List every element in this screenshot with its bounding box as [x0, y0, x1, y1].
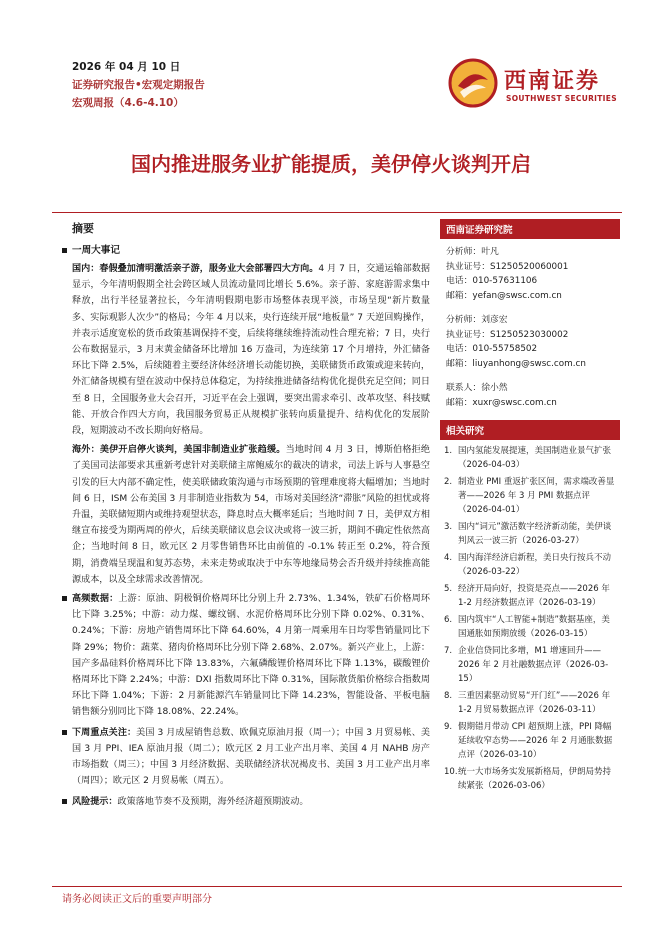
contact-email[interactable]: 邮箱：xuxr@swsc.com.cn [446, 397, 557, 408]
related-item[interactable]: 7. 企业信贷同比多增，M1 增速回升——2026 年 2 月社融数据点评（2026-03-15） [444, 646, 609, 684]
next-week-text: 美国 3 月成屋销售总数、欧佩克原油月报（周一）；中国 3 月贸易帐、美国 3 月 PPI、IEA 原油月报（周二）；欧元区 2 月工业产出月率、美国 4 月 NAHB 房产市场指数（周三）；中国 3 月经济数据、美联储经济状况褐皮书、美国 3 月工业产出月率（周四）；欧元区 2 月贸易帐（周五）。 [72, 727, 430, 787]
overseas-text: 当地时间 4 月 3 日，博斯伯格拒绝了美国司法部要求其重新考虑针对美联储主席鲍威尔的裁决的请求，司法上诉与人事悬空引发的巨大内部不确定性，使美联储政策沟通与市场预期的管理难度将大幅增加；当地时间 6 日，ISM 公布美国 3 月非制造业指数为 54，市场对美国经济“滞胀”风险的担忧或将升温，美联储短期内或维持观望状态，降息时点大概率延后；当地时间 7 日，美伊双方相继宣布接受为期两周的停火，后续美联储议息会议决或将一波三折，期间不确定性依然高企；当地时间 8 日，欧元区 2 月零售销售环比由前值的 -0.1% 转正至 0.2%，符合预期，消费端呈现温和复苏态势，未来走势或取决于中东等地缘局势会否升级并持续推高能源成本，以及全球需求改善情况。 [72, 445, 430, 585]
related-item[interactable]: 6. 国内筑牢“人工智能+制造”数据基座，美国通胀如预期放缓（2026-03-15） [444, 615, 610, 639]
analyst-1-email[interactable]: 邮箱：yefan@swsc.com.cn [446, 290, 562, 301]
high-frequency-paragraph [60, 591, 430, 721]
header-meta [72, 58, 205, 112]
related-item[interactable]: 4. 国内海洋经济启新程，美日央行按兵不动（2026-03-22） [444, 553, 612, 577]
analyst-2-cert: 执业证号：S1250523030002 [446, 329, 569, 340]
abstract-body [60, 243, 430, 814]
analyst-2-phone: 电话：010-55758502 [446, 344, 538, 354]
section-heading-events: 一周大事记 [60, 243, 430, 259]
high-frequency-text: 上游：原油、阴极铜价格周环比分别上升 2.73%、1.34%，铁矿石价格周环比下降 3.25%；中游：动力煤、螺纹钢、水泥价格周环比分别下降 0.02%、0.31%、0.24%；下游：房地产销售周环比下降 64.60%，4 月第一周乘用车日均零售销量同比下降 29%；物价：蔬菜、猪肉价格周环比分别下降 2.68%、2.07%。新兴产业上，上游：国产多晶硅料价格周环比下降 13.83%，六氟磷酸锂价格周环比下降 1.13%，碳酸锂价格周环比下降 2.24%；中游：DXI 指数周环比下降 0.31%，国际散货船价格综合指数周环比下降 1.04%；下游：2 月新能源汽车销量同比下降 14.23%，智能设备、平板电脑销售额分别同比下降 18.08%、22.24%。 [72, 594, 430, 718]
footer-disclaimer: 请务必阅读正文后的重要声明部分 [62, 894, 212, 905]
institute-label: 西南证券研究院 [440, 219, 620, 239]
overseas-paragraph [72, 442, 430, 588]
related-item[interactable]: 3. 国内“词元”激活数字经济新动能，美伊谈判风云一波三折（2026-03-27） [444, 522, 612, 546]
related-item[interactable]: 5. 经济开局向好，投资是亮点——2026 年 1-2 月经济数据点评（2026-03-19） [444, 584, 610, 608]
analyst-2-email[interactable]: 邮箱：liuyanhong@swsc.com.cn [446, 358, 586, 369]
analyst-2-name: 分析师：刘彦宏 [446, 315, 508, 325]
related-research-label: 相关研究 [440, 420, 620, 440]
logo-en-name: SOUTHWEST SECURITIES [506, 94, 617, 103]
domestic-paragraph [72, 261, 430, 439]
report-type: 证券研究报告•宏观定期报告 [72, 79, 205, 91]
related-research-list [440, 440, 620, 793]
related-item[interactable]: 1. 国内氢能发展提速，美国制造业景气扩张（2026-04-03） [444, 446, 612, 470]
top-divider [52, 212, 622, 213]
next-week-lead: 下周重点关注： [72, 727, 137, 738]
contact-name: 联系人：徐小然 [446, 383, 508, 393]
report-date: 2026 年 04 月 10 日 [72, 61, 181, 73]
overseas-lead: 海外：美伊开启停火谈判，美国非制造业扩张趋缓。 [72, 445, 286, 456]
related-item[interactable]: 9. 假期错月带动 CPI 超预期上涨，PPI 降幅延续收窄态势——2026 年 2 月通胀数据点评（2026-03-10） [444, 722, 613, 760]
related-item[interactable]: 8. 三重因素驱动贸易“开门红”——2026 年 1-2 月贸易数据点评（2026-03-11） [444, 691, 611, 715]
bottom-divider [52, 886, 622, 887]
related-item[interactable]: 2. 制造业 PMI 重返扩张区间，需求端改善显著——2026 年 3 月 PMI 数据点评（2026-04-01） [444, 477, 615, 515]
weekly-label: 宏观周报（4.6-4.10） [72, 97, 184, 109]
risk-lead: 风险提示： [72, 796, 118, 807]
analyst-1-phone: 电话：010-57631106 [446, 276, 538, 286]
abstract-heading: 摘要 [72, 222, 94, 235]
sidebar [440, 219, 620, 796]
analyst-1-name: 分析师：叶凡 [446, 247, 499, 257]
analyst-contacts [440, 239, 620, 410]
domestic-text: 4 月 7 日，交通运输部数据显示，今年清明假期全社会跨区域人员流动量同比增长 5.6%。亲子游、家庭游需求集中释放，出行半径显著拉长，今年清明假期电影市场整体表现平淡，市场呈现“新片数量多、实际观影人次少”的格局；今年 4 月以来，央行连续开展“地板量” 7 天逆回购操作，并表示适度宽松的货币政策基调保持不变，后续将继续维持流动性合理充裕；7 日，央行公布数据显示，3 月末黄金储备环比增加 16 万盎司，为连续第 17 个月增持，外汇储备环比下降 2.5%，后续随着主要经济体经济增长动能切换，美联储货币政策或迎来转向，外汇储备规模有望在波动中保持总体稳定，为持续推进储备结构优化提供充足空间；同日至 8 日，全国服务业大会召开，习近平在会上强调，要突出需求牵引、改革攻坚、科技赋能、开放合作四大方向，我国服务贸易正从规模扩张转向质量提升、结构优化的发展阶段，短期波动不改长期向好格局。 [72, 264, 430, 437]
company-logo [448, 58, 618, 114]
logo-cn-name: 西南证券 [504, 69, 601, 94]
high-frequency-lead: 高频数据： [72, 594, 119, 605]
logo-emblem-icon [448, 58, 498, 108]
domestic-lead: 国内：春假叠加清明激活亲子游，服务业大会部署四大方向。 [72, 264, 319, 274]
page-title: 国内推进服务业扩能提质，美伊停火谈判开启 [131, 152, 531, 176]
risk-text: 政策落地节奏不及预期，海外经济超预期波动。 [117, 796, 309, 807]
risk-paragraph [60, 794, 430, 810]
next-week-paragraph [60, 725, 430, 790]
analyst-1-cert: 执业证号：S1250520060001 [446, 261, 569, 272]
related-item[interactable]: 10. 统一大市场务实发展新格局，伊朗局势持续紧张（2026-03-06） [444, 767, 612, 791]
